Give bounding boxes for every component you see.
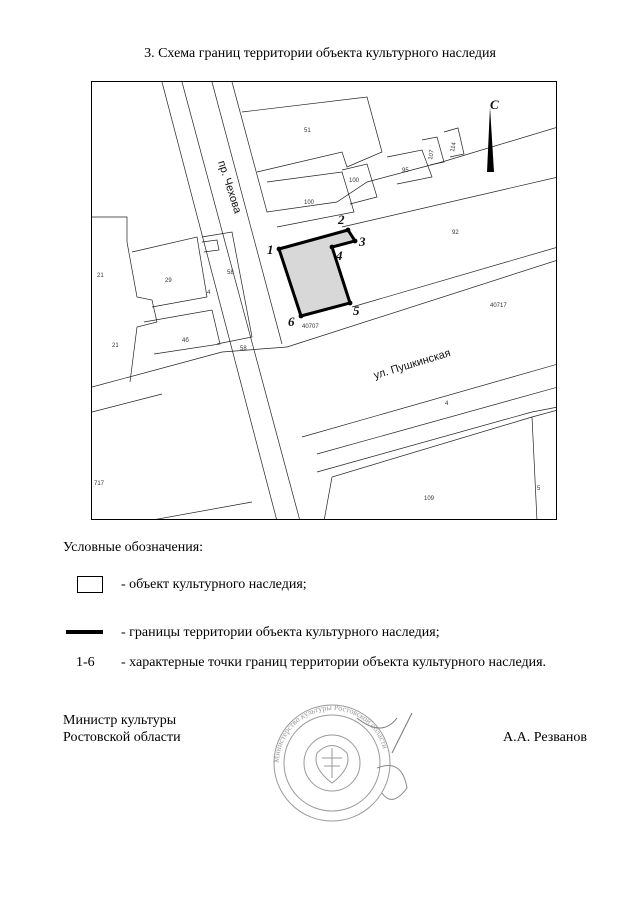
parcel-58a: 58	[227, 270, 234, 276]
chekhov-edge-left	[162, 82, 277, 520]
block-92-bottom	[352, 247, 557, 307]
legend-heading: Условные обозначения:	[63, 540, 204, 555]
parcel-100a: 100	[304, 200, 315, 206]
legend-points-text: - характерные точки границ территории объекта культурного наследия.	[121, 655, 547, 670]
stamp-seal-icon	[262, 698, 422, 828]
page-title: 3. Схема границ территории объекта культурного наследия	[144, 46, 496, 61]
parcel-5: 5	[537, 486, 541, 492]
building-51	[242, 97, 382, 172]
heritage-territory	[279, 230, 355, 316]
point-6-dot	[299, 314, 304, 319]
point-3-label: 3	[359, 234, 366, 249]
parcel-95: 95	[402, 168, 409, 174]
parcel-40707: 40707	[302, 324, 319, 330]
parcel-100b: 100	[349, 178, 360, 184]
parcel-92: 92	[452, 230, 459, 236]
point-1-label: 1	[267, 242, 274, 257]
parcel-107: 107	[428, 149, 436, 161]
building-109	[324, 417, 537, 520]
building-95	[387, 150, 432, 184]
parcel-40717: 40717	[490, 303, 507, 309]
parcel-4: 4	[445, 401, 449, 407]
parcel-114: 114	[450, 141, 458, 153]
block-top-outline	[232, 82, 557, 212]
parcel-717: 717	[94, 481, 105, 487]
parcel-4c: 4	[207, 290, 211, 296]
building-small	[202, 240, 219, 252]
street-chekhov: пр. Чехова	[215, 159, 244, 215]
pushkin-edge-left-low	[92, 394, 162, 412]
point-4-dot	[330, 245, 335, 250]
building-100b	[342, 164, 377, 204]
signatory-line-2: Ростовской области	[63, 730, 181, 745]
building-4b	[144, 310, 220, 354]
signatory-name: А.А. Резванов	[503, 730, 587, 745]
point-6-label: 6	[288, 314, 295, 329]
stamp-text: Министерство культуры Ростовской области	[271, 702, 390, 764]
svg-text:Министерство культуры Ростовск	[272, 703, 390, 763]
signatory-title	[63, 712, 181, 746]
map-drawing	[92, 82, 557, 520]
point-1-dot	[277, 247, 282, 252]
site-plan-map	[91, 81, 557, 520]
point-3-dot	[353, 239, 358, 244]
legend-object-text: - объект культурного наследия;	[121, 577, 307, 592]
parcel-58b: 58	[240, 346, 247, 352]
point-4-label: 4	[336, 248, 343, 263]
compass-arrow-icon	[487, 107, 494, 172]
parcel-4b: 4б	[182, 338, 189, 344]
point-2-label: 2	[338, 212, 345, 227]
street-pushkinskaya: ул. Пушкинская	[372, 347, 453, 382]
parcel-21b: 21	[112, 343, 119, 349]
point-5-dot	[348, 301, 353, 306]
parcel-51: 51	[304, 128, 311, 134]
legend-boundary-text: - границы территории объекта культурного наследия;	[121, 625, 440, 640]
parcel-29: 29	[165, 278, 172, 284]
bottom-left-edge	[147, 502, 252, 520]
parcel-109: 109	[424, 496, 435, 502]
legend-boundary-symbol	[66, 630, 103, 634]
chekhov-edge-inner	[212, 82, 282, 344]
point-2-dot	[346, 228, 351, 233]
building-21	[92, 217, 157, 382]
signatory-line-1: Министр культуры	[63, 713, 177, 728]
pushkin-edge-left	[92, 347, 287, 387]
building-29	[132, 237, 207, 307]
legend-points-key: 1-6	[76, 655, 95, 670]
official-stamp	[262, 698, 422, 833]
point-5-label: 5	[353, 303, 360, 318]
pushkin-edge-bottom	[302, 364, 557, 437]
block-92-top	[342, 177, 557, 227]
legend-object-symbol	[77, 576, 103, 593]
chekhov-edge-right	[182, 82, 300, 520]
compass-letter: С	[490, 97, 499, 112]
block-bottom-top	[317, 407, 557, 472]
parcel-21a: 21	[97, 273, 104, 279]
